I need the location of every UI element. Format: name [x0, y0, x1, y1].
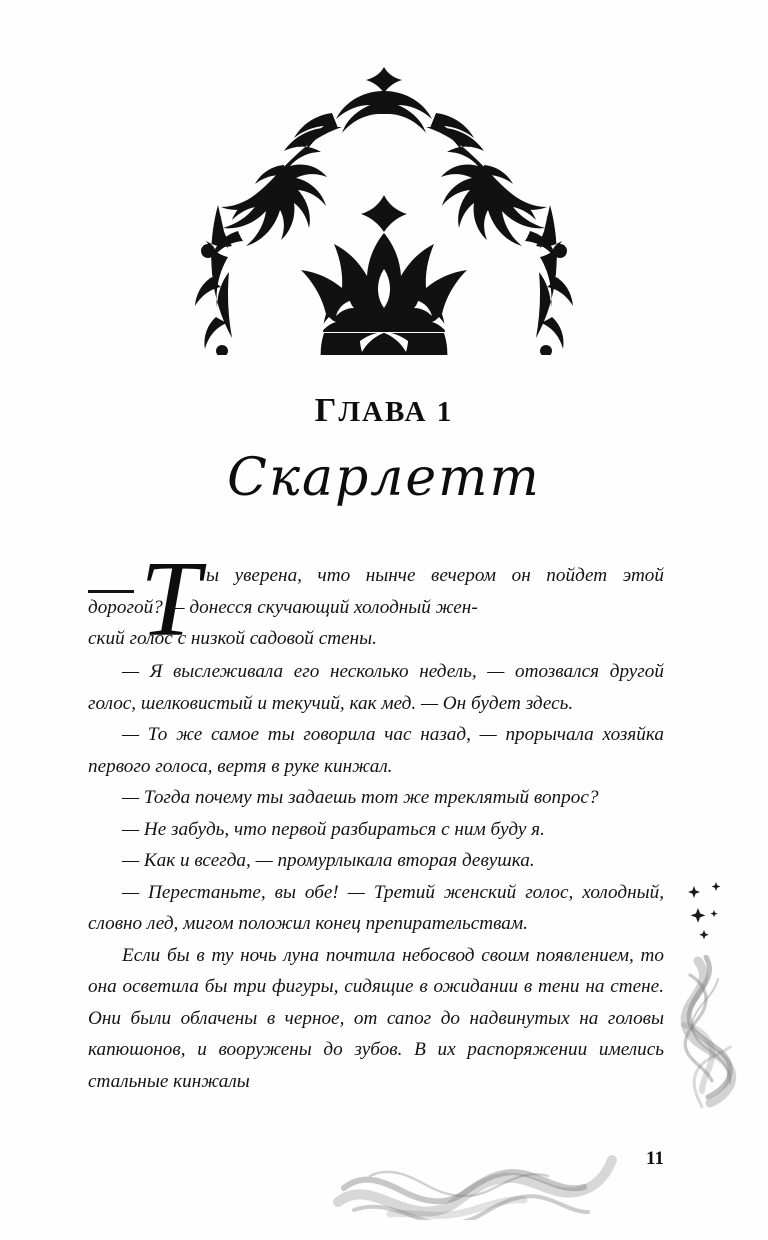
em-dash-ornament — [88, 590, 134, 593]
sparkle-cluster — [686, 880, 732, 950]
opening-paragraph — [88, 540, 664, 659]
opening-line-3: ский голос с низкой садовой стены. — [88, 628, 377, 649]
chapter-label-rest: ЛАВА 1 — [338, 396, 454, 428]
closing-paragraph: Если бы в ту ночь луна почтила небосвод своим появлением, то она осветила бы три фигуры, сидящие в ожидании в тени на стене. Они были облачены в черное, от сапог до надвинутых на головы капюшонов, и вооружены до зубов. В их распоряжении имелись стальные кинжалы — [88, 944, 664, 1092]
paragraph: — Тогда почему ты задаешь тот же треклятый вопрос? — [122, 787, 599, 808]
paragraph: — То же самое ты говорила час назад, — прорычала хозяйка первого голоса, вертя в руке кинжал. — [88, 724, 664, 777]
smoke-wisp-right — [660, 955, 768, 1145]
opening-line-2: дорогой? — донесся скучающий холодный жен- — [88, 596, 478, 618]
body-text — [88, 540, 664, 1097]
drop-cap: Т — [140, 540, 201, 659]
page-number: 11 — [646, 1148, 664, 1169]
crown-and-vine-ornament — [88, 55, 680, 355]
chapter-label — [0, 392, 768, 430]
chapter-label-first-letter: Г — [314, 392, 339, 429]
paragraph: — Как и всегда, — промурлыкала вторая девушка. — [122, 850, 535, 871]
paragraph: — Я выслеживала его несколько недель, — отозвался другой голос, шелковистый и текучий, как мед. — Он будет здесь. — [88, 661, 664, 714]
chapter-title: Скарлетт — [227, 448, 541, 508]
paragraph: — Не забудь, что первой разбираться с ним буду я. — [122, 818, 545, 840]
paragraph: — Перестаньте, вы обе! — Третий женский голос, холодный, словно лед, мигом положил конец препирательствам. — [88, 881, 664, 934]
crown-ornament — [301, 195, 467, 355]
opening-line-1: ы уверена, что нынче вечером он пойдет этой — [206, 565, 664, 586]
